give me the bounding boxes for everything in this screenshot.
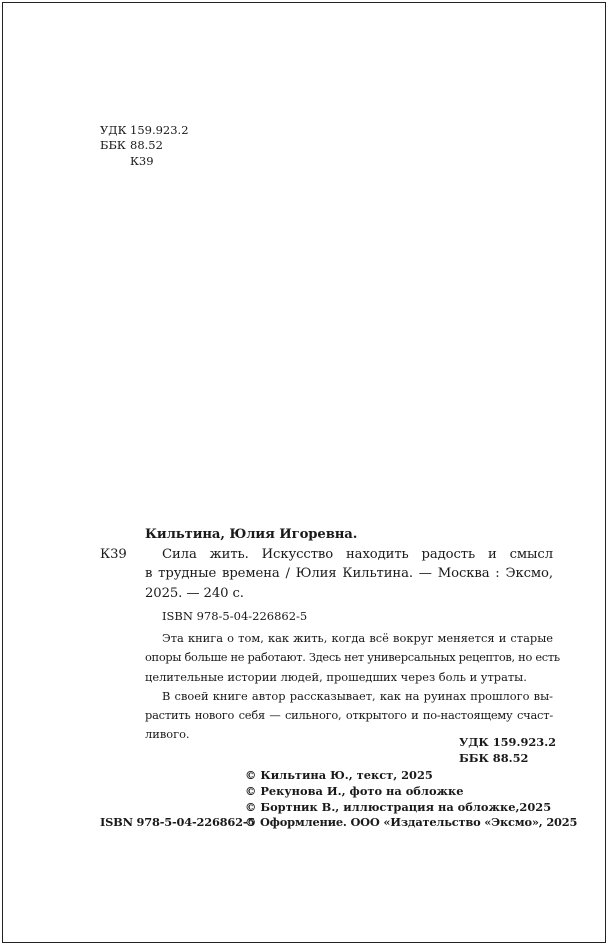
- bottom-udk: УДК 159.923.2: [459, 735, 557, 749]
- udk-value: 159.923.2: [130, 123, 189, 137]
- udk-label: УДК: [100, 123, 127, 137]
- catalog-title-line: в трудные времена / Юлия Кильтина. — Москва : Эксмо,: [145, 566, 553, 581]
- annotation-line: целительные истории людей, прошедших через боль и утраты.: [145, 670, 527, 684]
- catalog-isbn: ISBN 978-5-04-226862-5: [162, 609, 308, 623]
- annotation-line: ливого.: [145, 727, 190, 741]
- copyright-line: © Кильтина Ю., текст, 2025: [245, 768, 433, 782]
- annotation-line: растить нового себя — сильного, открытого и по-настоящему счаст-: [145, 708, 553, 722]
- annotation-line: В своей книге автор рассказывает, как на руинах прошлого вы-: [162, 689, 553, 703]
- annotation-line: опоры больше не работают. Здесь нет универсальных рецептов, но есть: [145, 650, 560, 664]
- catalog-title-line: Сила жить. Искусство находить радость и смысл: [162, 547, 553, 562]
- author-mark: К39: [130, 154, 154, 168]
- bbk-value: 88.52: [130, 138, 163, 152]
- bbk-label: ББК: [100, 138, 126, 152]
- annotation-line: Эта книга о том, как жить, когда всё вокруг меняется и старые: [162, 631, 553, 645]
- copyright-line: © Оформление. ООО «Издательство «Эксмо», 2025: [245, 815, 578, 829]
- copyright-line: © Рекунова И., фото на обложке: [245, 784, 464, 798]
- catalog-title-line: 2025. — 240 с.: [145, 586, 244, 601]
- catalog-author: Кильтина, Юлия Игоревна.: [145, 527, 358, 542]
- copyright-line: © Бортник В., иллюстрация на обложке,2025: [245, 800, 552, 814]
- catalog-mark: К39: [100, 547, 127, 562]
- bottom-isbn: ISBN 978-5-04-226862-5: [100, 815, 256, 829]
- bottom-bbk: ББК 88.52: [459, 751, 529, 765]
